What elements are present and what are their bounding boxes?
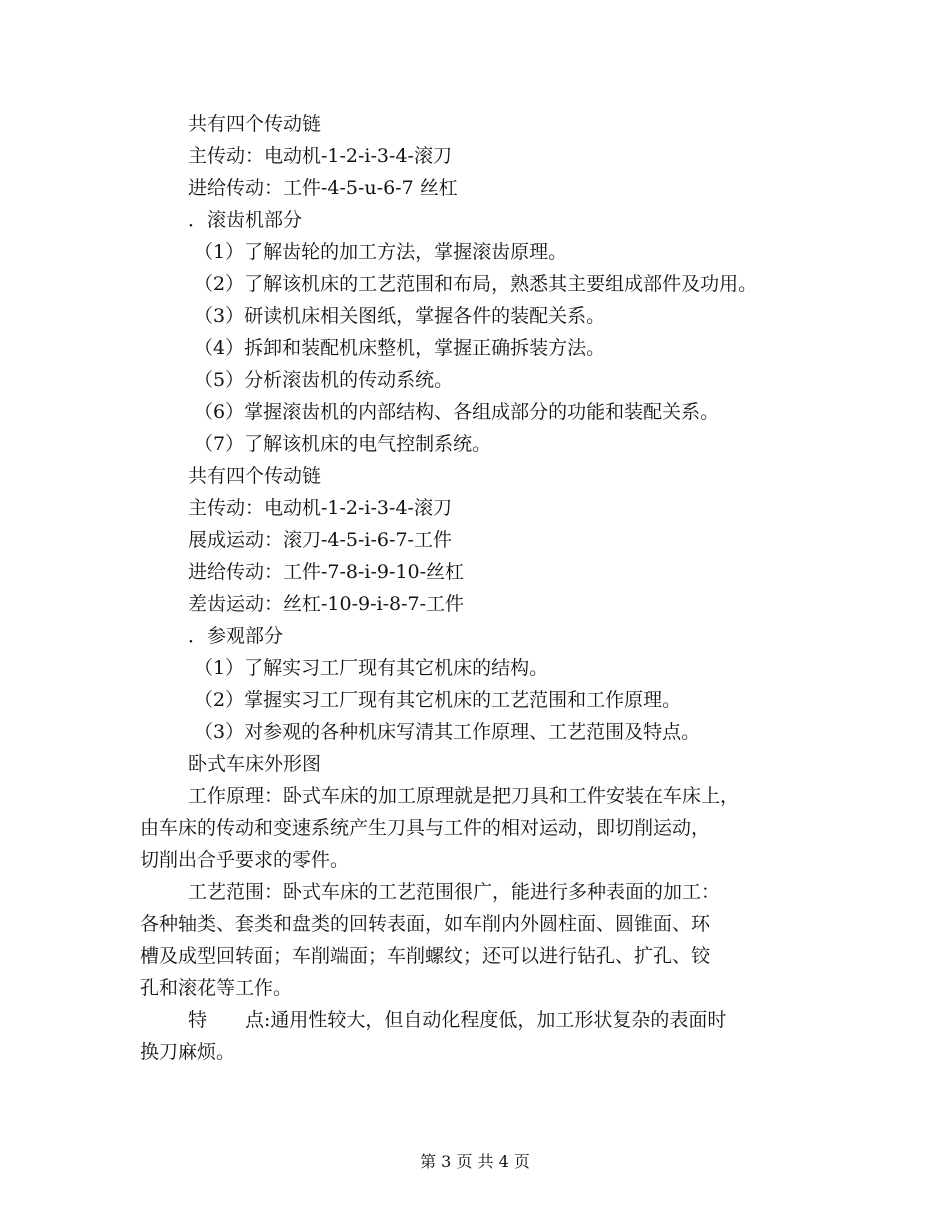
text-line: 槽及成型回转面；车削端面；车削螺纹；还可以进行钻孔、扩孔、铰 [140, 945, 711, 967]
text-line: 主传动：电动机-1-2-i-3-4-滚刀 [188, 497, 452, 519]
text-line: 孔和滚花等工作。 [140, 977, 293, 999]
text-line: 换刀麻烦。 [140, 1041, 236, 1063]
text-line: 共有四个传动链 [188, 465, 322, 487]
text-line: 差齿运动：丝杠-10-9-i-8-7-工件 [188, 593, 465, 615]
text-line: 进给传动：工件-4-5-u-6-7 丝杠 [188, 177, 458, 199]
text-line: 特 点:通用性较大，但自动化程度低，加工形状复杂的表面时 [188, 1009, 727, 1031]
text-line: 各种轴类、套类和盘类的回转表面，如车削内外圆柱面、圆锥面、环 [140, 913, 711, 935]
text-line: ．滚齿机部分 [188, 209, 303, 231]
text-line: 展成运动：滚刀-4-5-i-6-7-工件 [188, 529, 452, 551]
text-line: （1）了解齿轮的加工方法，掌握滚齿原理。 [194, 241, 568, 263]
text-line: 切削出合乎要求的零件。 [140, 849, 350, 871]
text-line: 主传动：电动机-1-2-i-3-4-滚刀 [188, 145, 452, 167]
text-line: ．参观部分 [188, 625, 284, 647]
text-line: （1）了解实习工厂现有其它机床的结构。 [194, 657, 549, 679]
page-footer: 第 3 页 共 4 页 [420, 1152, 530, 1171]
text-line: 由车床的传动和变速系统产生刀具与工件的相对运动，即切削运动， [140, 817, 711, 839]
text-line: 进给传动：工件-7-8-i-9-10-丝杠 [188, 561, 465, 583]
text-line: （3）研读机床相关图纸，掌握各件的装配关系。 [194, 305, 606, 327]
text-line: （2）了解该机床的工艺范围和布局，熟悉其主要组成部件及功用。 [194, 273, 758, 295]
text-line: 共有四个传动链 [188, 113, 322, 135]
text-line: 工作原理：卧式车床的加工原理就是把刀具和工件安装在车床上， [188, 785, 740, 807]
text-line: （7）了解该机床的电气控制系统。 [194, 433, 492, 455]
text-line: 工艺范围：卧式车床的工艺范围很广，能进行多种表面的加工： [188, 881, 721, 903]
text-line: （2）掌握实习工厂现有其它机床的工艺范围和工作原理。 [194, 689, 682, 711]
text-line: （6）掌握滚齿机的内部结构、各组成部分的功能和装配关系。 [194, 401, 720, 423]
text-line: （4）拆卸和装配机床整机，掌握正确拆装方法。 [194, 337, 606, 359]
text-line: 卧式车床外形图 [188, 753, 322, 775]
text-line: （3）对参观的各种机床写清其工作原理、工艺范围及特点。 [194, 721, 701, 743]
document-body [140, 108, 830, 1068]
text-line: （5）分析滚齿机的传动系统。 [194, 369, 454, 391]
